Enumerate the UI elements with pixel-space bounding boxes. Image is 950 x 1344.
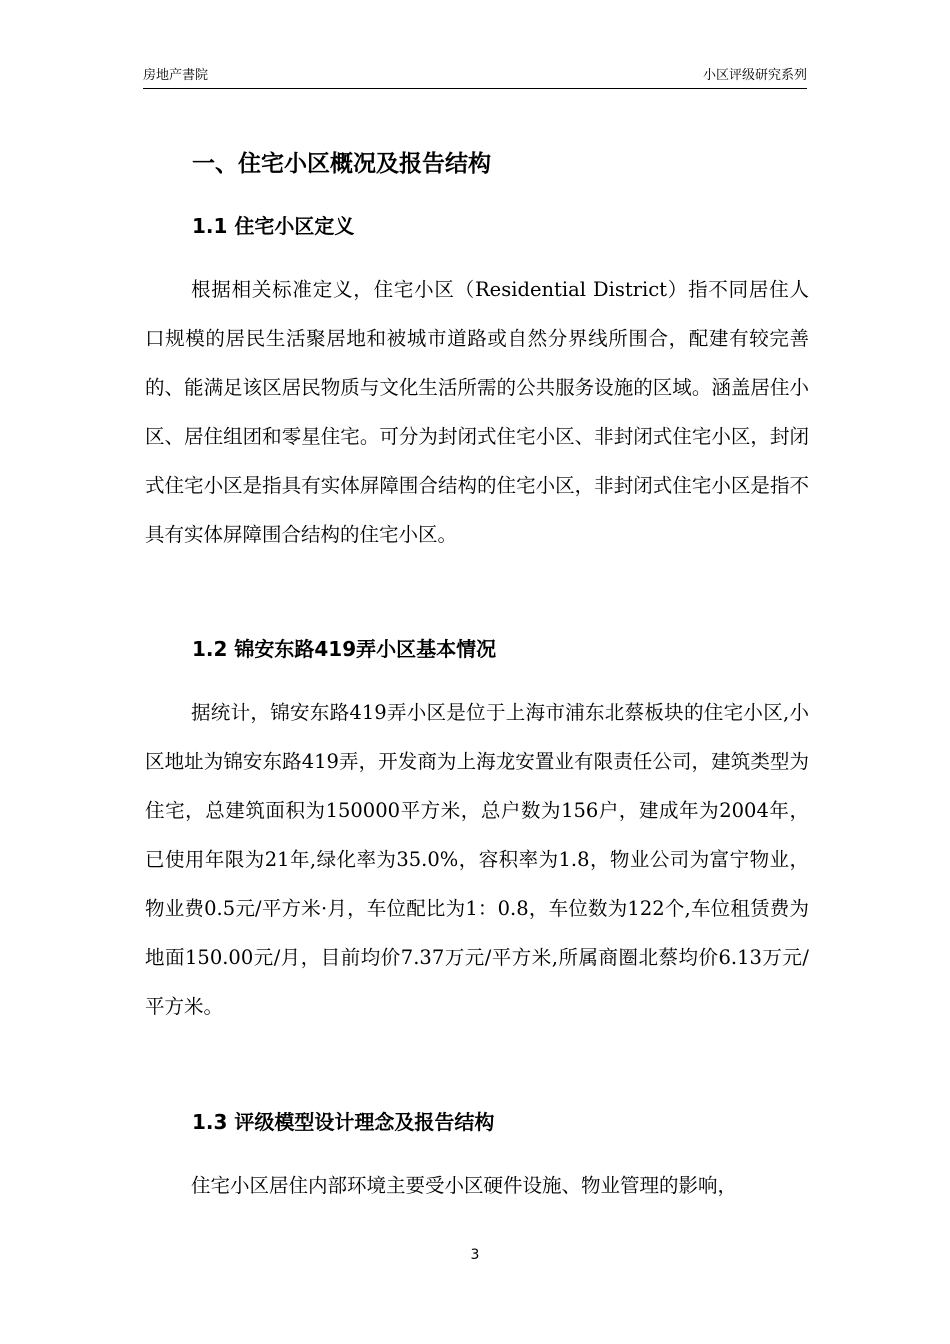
paragraph-basic-info: 据统计，锦安东路419弄小区是位于上海市浦东北蔡板块的住宅小区,小区地址为锦安东路419弄，开发商为上海龙安置业有限责任公司，建筑类型为住宅，总建筑面积为150000平方米，总户数为156户，建成年为2004年，已使用年限为21年,绿化率为35.0%，容积率为1.8，物业公司为富宁物业，物业费0.5元/平方米·月，车位配比为1：0.8，车位数为122个,车位租赁费为地面150.00元/月，目前均价7.37万元/平方米,所属商圈北蔡均价6.13万元/平方米。 [145, 701, 809, 1018]
paragraph-model-design: 住宅小区居住内部环境主要受小区硬件设施、物业管理的影响， [191, 1174, 738, 1197]
header-publisher: 房地产書院 [143, 68, 209, 83]
subsection-title-1-3: 1.3 评级模型设计理念及报告结构 [192, 1110, 495, 1134]
header-series: 小区评级研究系列 [702, 68, 807, 83]
page-header [143, 66, 807, 89]
section-title: 一、住宅小区概况及报告结构 [192, 151, 491, 177]
page-number: 3 [470, 1247, 480, 1263]
subsection-title-1-1: 1.1 住宅小区定义 [192, 214, 355, 238]
subsection-title-1-2: 1.2 锦安东路419弄小区基本情况 [192, 637, 497, 661]
paragraph-definition: 根据相关标准定义，住宅小区（Residential District）指不同居住人口规模的居民生活聚居地和被城市道路或自然分界线所围合，配建有较完善的、能满足该区居民物质与文化生活所需的公共服务设施的区域。涵盖居住小区、居住组团和零星住宅。可分为封闭式住宅小区、非封闭式住宅小区，封闭式住宅小区是指具有实体屏障围合结构的住宅小区，非封闭式住宅小区是指不具有实体屏障围合结构的住宅小区。 [145, 278, 809, 546]
